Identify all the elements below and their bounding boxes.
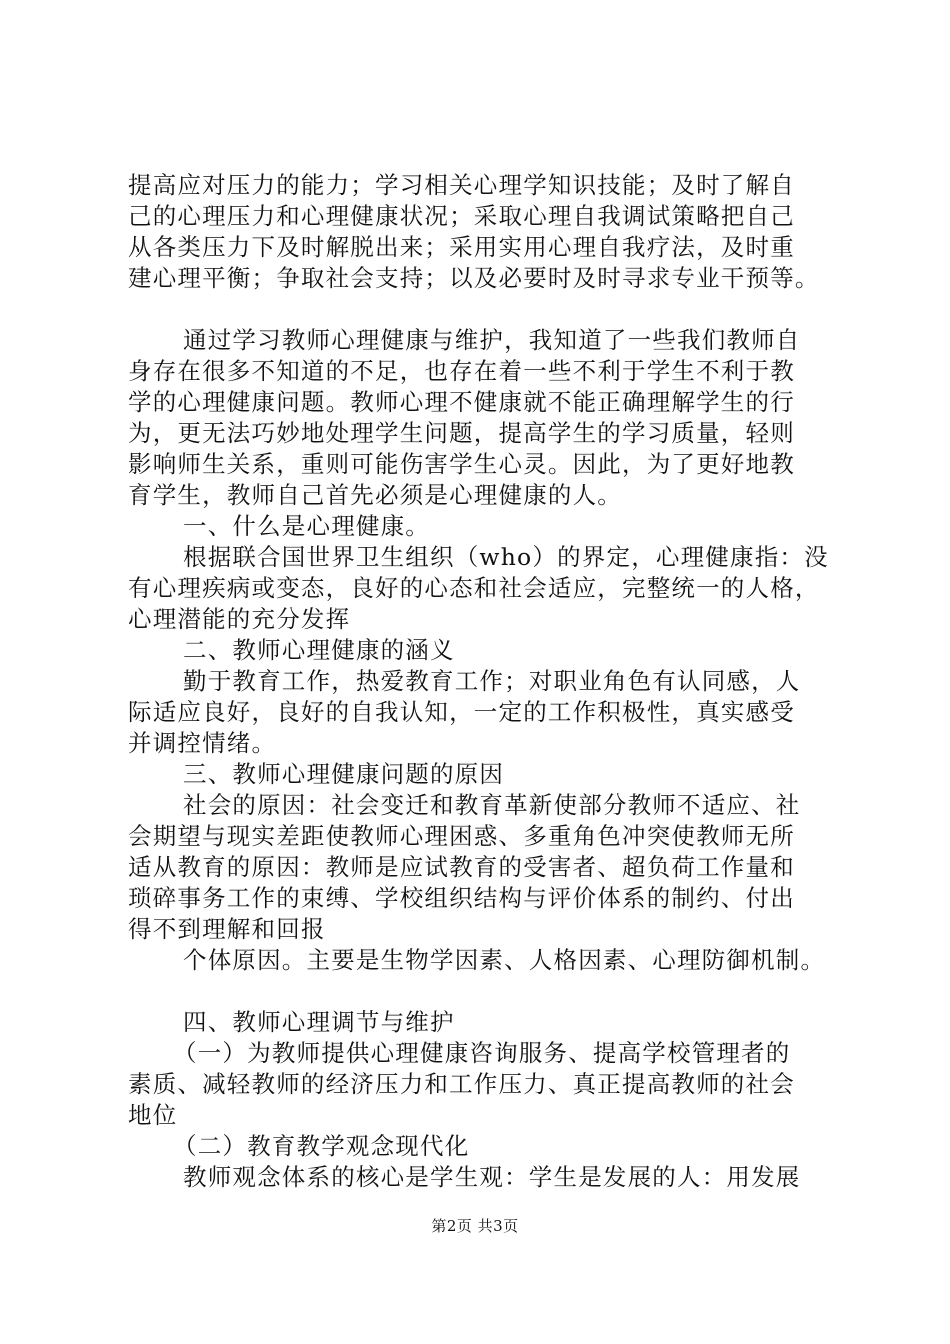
paragraph-line: （一）为教师提供心理健康咨询服务、提高学校管理者的: [173, 1039, 791, 1067]
paragraph-line: 得不到理解和回报: [128, 915, 326, 943]
paragraph-line: 社会的原因：社会变迁和教育革新使部分教师不适应、社: [183, 791, 801, 819]
paragraph-line: 学的心理健康问题。教师心理不健康就不能正确理解学生的行: [128, 388, 795, 416]
section-heading: 四、教师心理调节与维护: [183, 1008, 455, 1036]
paragraph-line: 提高应对压力的能力；学习相关心理学知识技能；及时了解自: [128, 171, 795, 199]
paragraph-line: 会期望与现实差距使教师心理困惑、多重角色冲突使教师无所: [128, 822, 795, 850]
paragraph-line: 勤于教育工作，热爱教育工作；对职业角色有认同感，人: [183, 667, 801, 695]
paragraph-line: 育学生，教师自己首先必须是心理健康的人。: [128, 481, 622, 509]
section-heading: 一、什么是心理健康。: [183, 512, 430, 540]
paragraph-line: 有心理疾病或变态，良好的心态和社会适应，完整统一的人格，: [128, 574, 820, 602]
paragraph-line: 并调控情绪。: [128, 729, 277, 757]
paragraph-line: 心理潜能的充分发挥: [128, 605, 351, 633]
paragraph-line: 琐碎事务工作的束缚、学校组织结构与评价体系的制约、付出: [128, 884, 795, 912]
paragraph-line: 己的心理压力和心理健康状况；采取心理自我调试策略把自己: [128, 202, 795, 230]
paragraph-line: 建心理平衡；争取社会支持；以及必要时及时寻求专业干预等。: [128, 264, 820, 292]
paragraph-line: 个体原因。主要是生物学因素、人格因素、心理防御机制。: [183, 946, 826, 974]
page-footer: [0, 1215, 950, 1236]
paragraph-line: 为，更无法巧妙地处理学生问题，提高学生的学习质量，轻则: [128, 419, 795, 447]
page-number-label: 第2页 共3页: [431, 1217, 519, 1235]
document-body: [128, 170, 848, 1193]
section-heading: 三、教师心理健康问题的原因: [183, 760, 505, 788]
paragraph-line: 根据联合国世界卫生组织（who）的界定，心理健康指：没: [183, 543, 829, 571]
paragraph-line: 际适应良好，良好的自我认知，一定的工作积极性，真实感受: [128, 698, 795, 726]
paragraph-line: 从各类压力下及时解脱出来；采用实用心理自我疗法，及时重: [128, 233, 795, 261]
paragraph-line: 地位: [128, 1101, 178, 1129]
subsection-heading: （二）教育教学观念现代化: [173, 1132, 470, 1160]
paragraph-line: 影响师生关系，重则可能伤害学生心灵。因此，为了更好地教: [128, 450, 795, 478]
paragraph-line: 适从教育的原因：教师是应试教育的受害者、超负荷工作量和: [128, 853, 795, 881]
paragraph-line: 通过学习教师心理健康与维护，我知道了一些我们教师自: [183, 326, 801, 354]
paragraph-line: 素质、减轻教师的经济压力和工作压力、真正提高教师的社会: [128, 1070, 795, 1098]
paragraph-line: 身存在很多不知道的不足，也存在着一些不利于学生不利于教: [128, 357, 795, 385]
section-heading: 二、教师心理健康的涵义: [183, 636, 455, 664]
paragraph-line: 教师观念体系的核心是学生观：学生是发展的人：用发展: [183, 1163, 801, 1191]
